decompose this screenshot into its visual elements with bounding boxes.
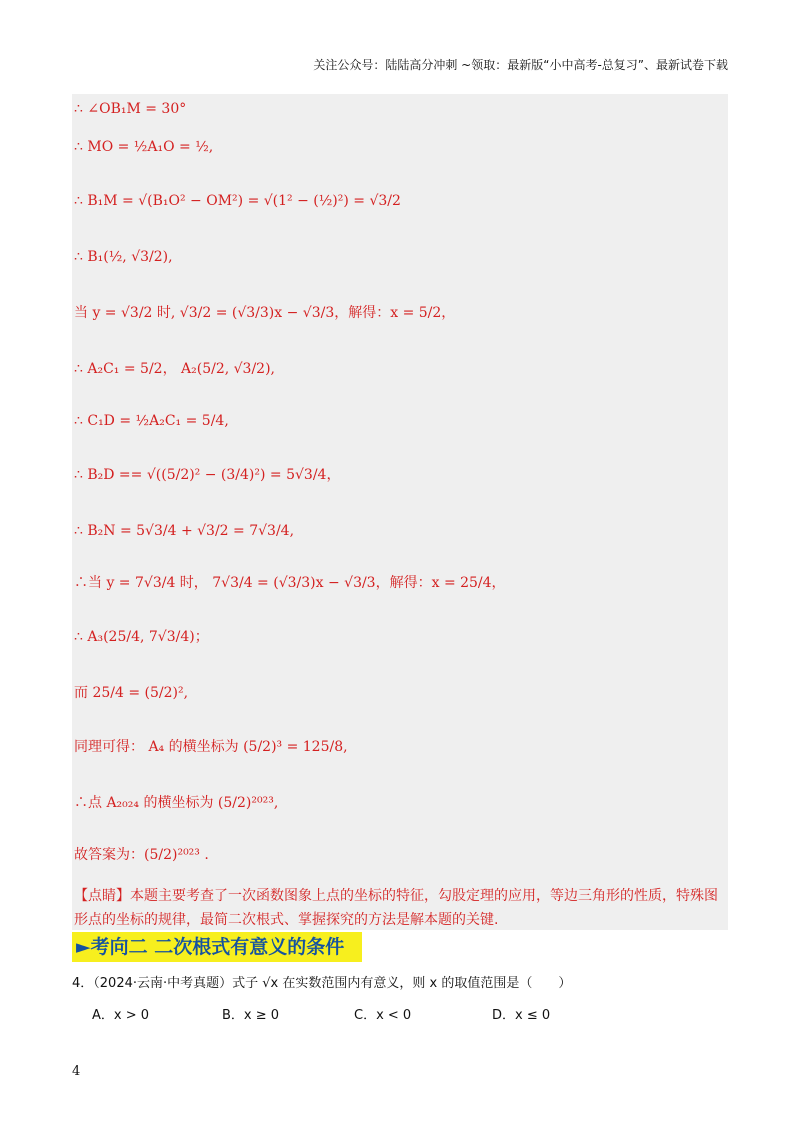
solution-block xyxy=(72,94,728,930)
solution-line: 当 y = √3/2 时, √3/2 = (√3/3)x − √3/3，解得：x = 5/2， xyxy=(74,305,456,321)
option-d[interactable]: D．x ≤ 0 xyxy=(492,1008,551,1023)
page-number: 4 xyxy=(72,1064,81,1079)
section-heading: ►考向二 二次根式有意义的条件 xyxy=(72,932,362,962)
solution-line: ∴点 A₂₀₂₄ 的横坐标为 (5/2)²⁰²³, xyxy=(74,795,279,811)
option-c[interactable]: C．x < 0 xyxy=(354,1008,412,1023)
solution-line: 故答案为：(5/2)²⁰²³ . xyxy=(74,847,209,863)
solution-line: ∴ C₁D = ½A₂C₁ = 5/4, xyxy=(74,413,229,429)
solution-line: ∴ MO = ½A₁O = ½, xyxy=(74,139,214,155)
option-a[interactable]: A．x > 0 xyxy=(92,1008,150,1023)
solution-line: ∴当 y = 7√3/4 时， 7√3/4 = (√3/3)x − √3/3，解得：x = 25/4， xyxy=(74,575,506,591)
solution-line: ∴ ∠OB₁M = 30° xyxy=(74,101,187,117)
solution-line: 同理可得： A₄ 的横坐标为 (5/2)³ = 125/8, xyxy=(74,739,348,755)
solution-comment: 【点睛】本题主要考查了一次函数图象上点的坐标的特征，勾股定理的应用，等边三角形的性质，特殊图形点的坐标的规律，最简二次根式、掌握探究的方法是解本题的关键. xyxy=(74,888,718,928)
solution-line: ∴ A₂C₁ = 5/2， A₂(5/2, √3/2), xyxy=(74,361,275,377)
solution-line: ∴ B₂N = 5√3/4 + √3/2 = 7√3/4, xyxy=(74,523,295,539)
page-header: 关注公众号：陆陆高分冲刺 ~领取：最新版“小中高考-总复习”、最新试卷下载 xyxy=(313,58,728,72)
solution-line: 而 25/4 = (5/2)², xyxy=(74,685,189,701)
solution-line: ∴ A₃(25/4, 7√3/4)； xyxy=(74,629,209,645)
question-stem: 4．（2024·云南·中考真题）式子 √x 在实数范围内有意义，则 x 的取值范围是（ ） xyxy=(72,976,572,991)
solution-line: ∴ B₂D == √((5/2)² − (3/4)²) = 5√3/4， xyxy=(74,467,341,483)
option-b[interactable]: B．x ≥ 0 xyxy=(222,1008,280,1023)
solution-line: ∴ B₁(½, √3/2), xyxy=(74,249,173,265)
solution-line: ∴ B₁M = √(B₁O² − OM²) = √(1² − (½)²) = √3/2 xyxy=(74,193,401,209)
